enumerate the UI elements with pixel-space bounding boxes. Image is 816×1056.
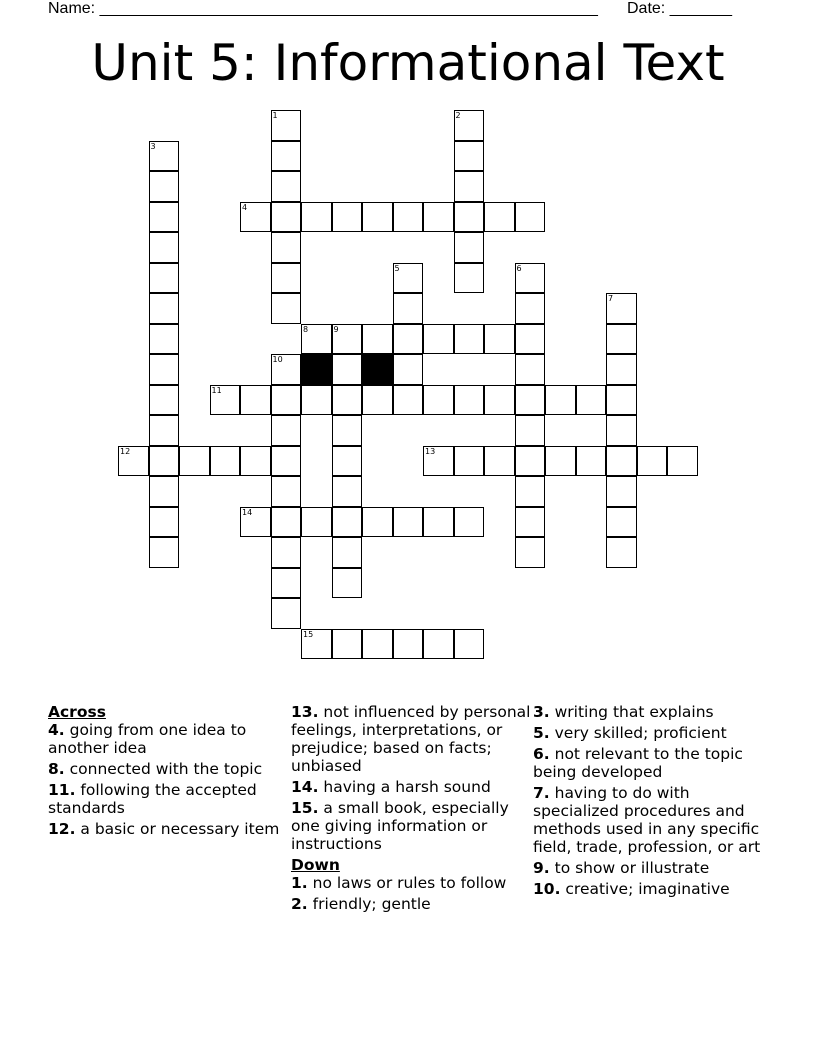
- clue-text: to show or illustrate: [549, 859, 710, 877]
- grid-cell[interactable]: [149, 263, 180, 294]
- grid-cell[interactable]: [515, 415, 546, 446]
- grid-cell[interactable]: [301, 202, 332, 233]
- clue-number: 15.: [291, 799, 319, 817]
- clue-number: 13: [425, 446, 436, 456]
- grid-cell[interactable]: [240, 202, 271, 233]
- grid-cell[interactable]: [484, 446, 515, 477]
- grid-cell[interactable]: [332, 537, 363, 568]
- clue-number: 4.: [48, 721, 65, 739]
- name-field-label: Name: ________________________________________________________: [48, 0, 598, 17]
- grid-cell[interactable]: [271, 415, 302, 446]
- grid-cell[interactable]: [606, 415, 637, 446]
- grid-cell[interactable]: [606, 446, 637, 477]
- clue-number: 6.: [533, 745, 550, 763]
- grid-cell[interactable]: [210, 385, 241, 416]
- grid-cell[interactable]: [118, 446, 149, 477]
- grid-cell[interactable]: [667, 446, 698, 477]
- grid-cell[interactable]: [149, 293, 180, 324]
- grid-cell[interactable]: [606, 293, 637, 324]
- grid-cell[interactable]: [332, 202, 363, 233]
- grid-cell[interactable]: [362, 385, 393, 416]
- grid-cell[interactable]: [393, 354, 424, 385]
- clue-text: a basic or necessary item: [75, 820, 280, 838]
- clue-down: [533, 784, 768, 856]
- grid-cell[interactable]: [332, 568, 363, 599]
- grid-cell[interactable]: [423, 202, 454, 233]
- grid-cell[interactable]: [301, 629, 332, 660]
- clue-number: 8: [303, 324, 309, 334]
- grid-cell[interactable]: [454, 263, 485, 294]
- grid-cell[interactable]: [576, 385, 607, 416]
- grid-cell[interactable]: [606, 537, 637, 568]
- grid-cell[interactable]: [271, 202, 302, 233]
- clue-text: not relevant to the topic being developed: [533, 745, 743, 781]
- grid-cell[interactable]: [515, 354, 546, 385]
- clue-across: [48, 781, 288, 817]
- grid-cell[interactable]: [271, 141, 302, 172]
- grid-cell[interactable]: [271, 171, 302, 202]
- grid-cell[interactable]: [423, 446, 454, 477]
- grid-cell[interactable]: [423, 324, 454, 355]
- clue-number: 7: [608, 294, 614, 303]
- grid-cell[interactable]: [545, 446, 576, 477]
- clue-number: 11.: [48, 781, 76, 799]
- clue-number: 3: [150, 141, 156, 151]
- grid-cell[interactable]: [606, 385, 637, 416]
- grid-cell[interactable]: [271, 232, 302, 263]
- grid-cell[interactable]: [484, 202, 515, 233]
- grid-cell[interactable]: [454, 232, 485, 263]
- grid-cell[interactable]: [332, 354, 363, 385]
- clue-down: [291, 874, 531, 892]
- grid-cell[interactable]: [240, 507, 271, 538]
- grid-cell[interactable]: [515, 446, 546, 477]
- clue-number: 9.: [533, 859, 550, 877]
- clue-down: [291, 895, 531, 913]
- clue-number: 10.: [533, 880, 561, 898]
- clue-number: 14.: [291, 778, 319, 796]
- grid-cell[interactable]: [515, 293, 546, 324]
- grid-cell[interactable]: [149, 324, 180, 355]
- clues-column-2: [291, 703, 531, 916]
- grid-cell[interactable]: [454, 324, 485, 355]
- grid-cell[interactable]: [149, 141, 180, 172]
- clue-down: [533, 859, 768, 877]
- clue-text: having a harsh sound: [318, 778, 491, 796]
- clue-number: 4: [242, 202, 248, 212]
- clue-number: 6: [516, 263, 522, 273]
- grid-cell[interactable]: [149, 415, 180, 446]
- grid-cell[interactable]: [301, 324, 332, 355]
- grid-cell[interactable]: [332, 629, 363, 660]
- date-field-label: Date: _______: [627, 0, 732, 17]
- grid-cell[interactable]: [271, 110, 302, 141]
- grid-cell[interactable]: [454, 385, 485, 416]
- clues-column-3: [533, 703, 768, 901]
- grid-cell[interactable]: [301, 507, 332, 538]
- clue-across: [291, 799, 531, 853]
- grid-cell[interactable]: [454, 110, 485, 141]
- grid-cell[interactable]: [423, 507, 454, 538]
- grid-cell[interactable]: [149, 232, 180, 263]
- clue-number: 2: [455, 111, 461, 120]
- clue-number: 14: [242, 507, 253, 517]
- grid-cell[interactable]: [515, 507, 546, 538]
- grid-cell[interactable]: [149, 202, 180, 233]
- clue-across: [48, 760, 288, 778]
- clue-across: [48, 820, 288, 838]
- grid-cell[interactable]: [515, 476, 546, 507]
- grid-cell[interactable]: [332, 507, 363, 538]
- grid-cell[interactable]: [393, 507, 424, 538]
- clue-text: creative; imaginative: [560, 880, 730, 898]
- grid-cell[interactable]: [606, 507, 637, 538]
- grid-cell[interactable]: [271, 598, 302, 629]
- clue-number: 12.: [48, 820, 76, 838]
- grid-cell[interactable]: [423, 385, 454, 416]
- clues-column-1: [48, 703, 288, 841]
- clue-down: [533, 724, 768, 742]
- clue-down: [533, 745, 768, 781]
- clue-number: 1.: [291, 874, 308, 892]
- clue-number: 8.: [48, 760, 65, 778]
- clue-text: going from one idea to another idea: [48, 721, 247, 757]
- clue-number: 7.: [533, 784, 550, 802]
- grid-cell[interactable]: [149, 446, 180, 477]
- grid-cell[interactable]: [515, 263, 546, 294]
- grid-cell[interactable]: [271, 385, 302, 416]
- grid-cell[interactable]: [271, 476, 302, 507]
- grid-cell[interactable]: [393, 629, 424, 660]
- grid-cell[interactable]: [454, 629, 485, 660]
- clue-number: 5: [394, 263, 400, 273]
- grid-cell[interactable]: [179, 446, 210, 477]
- black-cell: [362, 354, 393, 385]
- grid-cell[interactable]: [362, 202, 393, 233]
- clue-number: 10: [272, 355, 283, 364]
- grid-cell[interactable]: [484, 324, 515, 355]
- grid-cell[interactable]: [637, 446, 668, 477]
- clue-text: not influenced by personal feelings, interpretations, or prejudice; based on facts; unbiased: [291, 703, 531, 775]
- clue-across: [291, 778, 531, 796]
- clue-number: 9: [333, 324, 339, 334]
- grid-cell[interactable]: [332, 476, 363, 507]
- grid-cell[interactable]: [271, 263, 302, 294]
- grid-cell[interactable]: [484, 385, 515, 416]
- clue-text: writing that explains: [549, 703, 714, 721]
- clue-down: [533, 880, 768, 898]
- grid-cell[interactable]: [545, 385, 576, 416]
- across-heading: Across: [48, 703, 106, 721]
- grid-cell[interactable]: [515, 324, 546, 355]
- clue-across: [48, 721, 288, 757]
- grid-cell[interactable]: [606, 476, 637, 507]
- grid-cell[interactable]: [271, 507, 302, 538]
- grid-cell[interactable]: [606, 354, 637, 385]
- grid-cell[interactable]: [271, 446, 302, 477]
- grid-cell[interactable]: [332, 446, 363, 477]
- grid-cell[interactable]: [362, 324, 393, 355]
- grid-cell[interactable]: [301, 385, 332, 416]
- grid-cell[interactable]: [576, 446, 607, 477]
- grid-cell[interactable]: [454, 446, 485, 477]
- clue-number: 3.: [533, 703, 550, 721]
- grid-cell[interactable]: [271, 568, 302, 599]
- black-cell: [301, 354, 332, 385]
- down-heading: Down: [291, 856, 340, 874]
- grid-cell[interactable]: [393, 263, 424, 294]
- grid-cell[interactable]: [149, 507, 180, 538]
- clue-number: 1: [272, 111, 278, 120]
- clue-number: 15: [303, 629, 314, 639]
- grid-cell[interactable]: [393, 202, 424, 233]
- grid-cell[interactable]: [332, 415, 363, 446]
- grid-cell[interactable]: [271, 537, 302, 568]
- clue-text: friendly; gentle: [307, 895, 431, 913]
- page-title: Unit 5: Informational Text: [91, 34, 725, 92]
- grid-cell[interactable]: [606, 324, 637, 355]
- grid-cell[interactable]: [393, 385, 424, 416]
- grid-cell[interactable]: [393, 293, 424, 324]
- clue-number: 5.: [533, 724, 550, 742]
- grid-cell[interactable]: [149, 537, 180, 568]
- grid-cell[interactable]: [362, 629, 393, 660]
- grid-cell[interactable]: [149, 385, 180, 416]
- grid-cell[interactable]: [515, 202, 546, 233]
- grid-cell[interactable]: [393, 324, 424, 355]
- grid-cell[interactable]: [149, 354, 180, 385]
- grid-cell[interactable]: [423, 629, 454, 660]
- grid-cell[interactable]: [149, 171, 180, 202]
- grid-cell[interactable]: [454, 202, 485, 233]
- grid-cell[interactable]: [210, 446, 241, 477]
- clue-text: following the accepted standards: [48, 781, 257, 817]
- grid-cell[interactable]: [454, 141, 485, 172]
- grid-cell[interactable]: [240, 446, 271, 477]
- grid-cell[interactable]: [362, 507, 393, 538]
- grid-cell[interactable]: [332, 324, 363, 355]
- clue-down: [533, 703, 768, 721]
- grid-cell[interactable]: [240, 385, 271, 416]
- grid-cell[interactable]: [454, 171, 485, 202]
- grid-cell[interactable]: [332, 385, 363, 416]
- grid-cell[interactable]: [515, 537, 546, 568]
- clue-text: no laws or rules to follow: [307, 874, 507, 892]
- grid-cell[interactable]: [454, 507, 485, 538]
- clue-number: 13.: [291, 703, 319, 721]
- grid-cell[interactable]: [515, 385, 546, 416]
- clue-number: 11: [211, 385, 222, 395]
- clue-text: connected with the topic: [64, 760, 263, 778]
- clue-across: [291, 703, 531, 775]
- grid-cell[interactable]: [149, 476, 180, 507]
- clue-text: very skilled; proficient: [549, 724, 727, 742]
- grid-cell[interactable]: [271, 354, 302, 385]
- clue-number: 2.: [291, 895, 308, 913]
- grid-cell[interactable]: [271, 293, 302, 324]
- clue-text: a small book, especially one giving information or instructions: [291, 799, 509, 853]
- clue-number: 12: [120, 446, 131, 456]
- clue-text: having to do with specialized procedures and methods used in any specific field, trade, profession, or art: [533, 784, 761, 856]
